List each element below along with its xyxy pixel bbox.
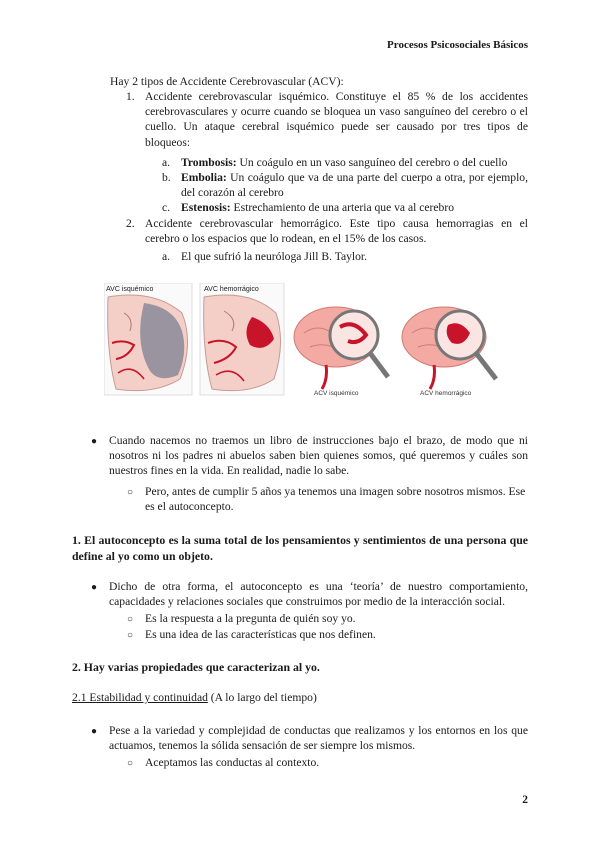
bullet-ring-1: ○ bbox=[127, 487, 134, 498]
subheading-estabilidad-rest: (A lo largo del tiempo) bbox=[207, 691, 317, 704]
page-number: 2 bbox=[522, 793, 528, 806]
sub-item-embolia bbox=[181, 170, 528, 200]
subheading-estabilidad-link: 2.1 Estabilidad y continuidad bbox=[72, 691, 208, 704]
sub-item-trombosis bbox=[181, 155, 528, 170]
label-acv-isquemico: ACV isquémico bbox=[314, 390, 359, 397]
label-acv-hemorragico: ACV hemorrágico bbox=[420, 390, 472, 397]
heading-propiedades: 2. Hay varias propiedades que caracterizan al yo. bbox=[72, 660, 320, 674]
sub-letter-b: b. bbox=[162, 171, 171, 184]
bullet-dot-3: ● bbox=[91, 726, 98, 737]
list-number-2: 2. bbox=[126, 217, 135, 230]
sub-item-jill-taylor: El que sufrió la neuróloga Jill B. Taylor. bbox=[181, 250, 368, 263]
sub-letter-c: c. bbox=[162, 201, 171, 214]
desc-estenosis: Estrechamiento de una arteria que va al cerebro bbox=[230, 201, 454, 214]
list-number-1: 1. bbox=[126, 90, 135, 103]
page-header-title: Procesos Psicosociales Básicos bbox=[387, 39, 528, 51]
label-avc-isquemico: AVC isquémico bbox=[106, 286, 154, 293]
acv-isquemico-text: Accidente cerebrovascular isquémico. Constituye el 85 % de los accidentes cerebrovasculares y ocurre cuando se bloquea un vaso sanguíneo del cerebro o el cuello. Un ataque cerebral isquémico puede ser causado por tres tipos de bloqueos: bbox=[145, 90, 528, 149]
bullet-ring-3: ○ bbox=[127, 630, 134, 641]
bullet-quien-soy-text: Es la respuesta a la pregunta de quién soy yo. bbox=[145, 612, 356, 625]
bullet-variedad-text: Pese a la variedad y complejidad de conductas que realizamos y los entornos en los que actuamos, tenemos la sólida sensación de ser siempre los mismos. bbox=[109, 724, 528, 753]
label-avc-hemorragico: AVC hemorrágico bbox=[204, 286, 259, 293]
term-estenosis: Estenosis: bbox=[181, 201, 231, 214]
acv-hemorragico-text: Accidente cerebrovascular hemorrágico. Este tipo causa hemorragias en el cerebro o los espacios que lo rodean, en el 15% de los casos. bbox=[145, 217, 528, 246]
bullet-caracteristicas-text: Es una idea de las características que nos definen. bbox=[145, 628, 376, 641]
acv-figure bbox=[104, 283, 524, 401]
heading-autoconcepto: 1. El autoconcepto es la suma total de los pensamientos y sentimientos de una persona que define al yo como un objeto. bbox=[72, 533, 528, 563]
panel-isquemico bbox=[104, 283, 192, 395]
desc-embolia: Un coágulo que va de una parte del cuerpo a otra, por ejemplo, del corazón al cerebro bbox=[181, 171, 528, 200]
bullet-autoconcepto-text: Pero, antes de cumplir 5 años ya tenemos una imagen sobre nosotros mismos. Ese es el autoconcepto. bbox=[145, 485, 526, 514]
sub-item-estenosis bbox=[181, 200, 528, 215]
sub-letter-a: a. bbox=[162, 156, 171, 169]
panel-brain-hemorragico bbox=[402, 307, 496, 397]
term-embolia: Embolia: bbox=[181, 171, 227, 184]
bullet-ring-4: ○ bbox=[127, 758, 134, 769]
intro-text: Hay 2 tipos de Accidente Cerebrovascular (ACV): bbox=[110, 75, 344, 88]
term-trombosis: Trombosis: bbox=[181, 156, 237, 169]
desc-trombosis: Un coágulo en un vaso sanguíneo del cerebro o del cuello bbox=[236, 156, 508, 169]
subheading-estabilidad bbox=[72, 690, 317, 705]
bullet-dot-1: ● bbox=[91, 436, 98, 447]
bullet-nacemos-text: Cuando nacemos no traemos un libro de instrucciones bajo el brazo, de modo que ni nosotros ni los padres ni abuelos saben bien quienes somos, qué queremos y cuáles son nuestros fines en la vida. En realidad, nadie lo sabe. bbox=[109, 434, 528, 478]
bullet-teoria-text: Dicho de otra forma, el autoconcepto es una ‘teoría’ de nuestro comportamiento, capacidades y relaciones sociales que construimos por medio de la interacción social. bbox=[109, 580, 528, 609]
panel-hemorragico bbox=[200, 283, 284, 395]
acv-illustration bbox=[104, 283, 524, 401]
bullet-dot-2: ● bbox=[91, 582, 98, 593]
bullet-ring-2: ○ bbox=[127, 614, 134, 625]
panel-brain-isquemico bbox=[294, 307, 388, 397]
bullet-contexto-text: Aceptamos las conductas al contexto. bbox=[145, 756, 320, 769]
sub-letter-a-2: a. bbox=[162, 250, 171, 263]
